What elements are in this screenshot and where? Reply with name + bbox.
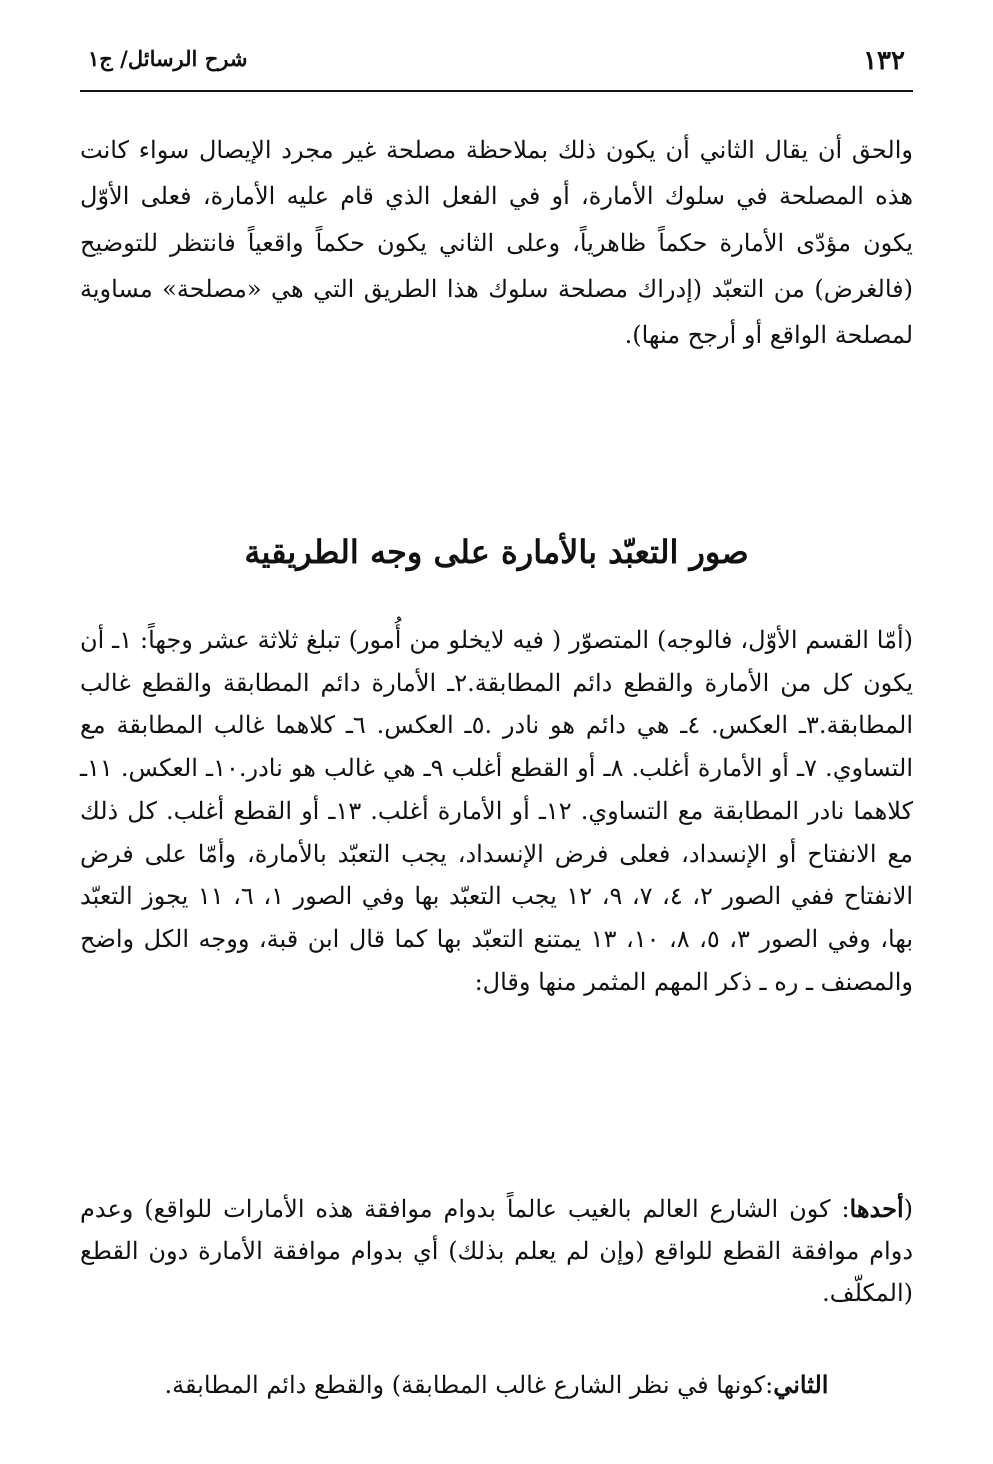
intro-paragraph: والحق أن يقال الثاني أن يكون ذلك بملاحظة مصلحة غير مجرد الإيصال سواء كانت هذه المصلحة في سلوك الأمارة، أو في الفعل الذي قام عليه الأمارة، فعلى الأوّل يكون مؤدّى الأمارة حكماً ظاهرياً، وعلى الثاني يكون حكماً واقعياً فانتظر للتوضيح (فالغرض) من التعبّد (إدراك مصلحة سلوك هذا الطريق التي هي «مصلحة» مساوية لمصلحة الواقع أو أرجح منها).	[80, 136, 913, 350]
header-divider	[80, 90, 913, 92]
page-number: ١٣٢	[863, 46, 905, 76]
second-point-label: الثاني	[773, 1370, 829, 1399]
book-title: شرح الرسائل/ ج١	[88, 46, 248, 71]
running-header	[80, 40, 913, 80]
first-point-text: : كون الشارع العالم بالغيب عالماً بدوام موافقة هذه الأمارات للواقع) وعدم دوام موافقة القطع للواقع (وإن لم يعلم بذلك) أي بدوام موافقة الأمارة دون القطع (المكلّف.	[80, 1195, 914, 1307]
forms-paragraph: (أمّا القسم الأوّل، فالوجه) المتصوّر ( فيه لايخلو من أُمور) تبلغ ثلاثة عشر وجهاً: ١ـ أن يكون كل من الأمارة والقطع دائم المطابقة.٢ـ الأمارة دائم المطابقة والقطع غالب المطابقة.٣ـ العكس. ٤ـ هي دائم هو نادر .٥ـ العكس. ٦ـ كلاهما غالب المطابقة مع التساوي. ٧ـ أو الأمارة أغلب. ٨ـ أو القطع أغلب ٩ـ هي غالب هو نادر.١٠ـ العكس. ١١ـ كلاهما نادر المطابقة مع التساوي. ١٢ـ أو الأمارة أغلب. ١٣ـ أو القطع أغلب. كل ذلك مع الانفتاح أو الإنسداد، فعلى فرض الإنسداد، يجب التعبّد بالأمارة، وأمّا على فرض الانفتاح ففي الصور ٢، ٤، ٧، ٩، ١٢ يجب التعبّد بها وفي الصور ١، ٦، ١١ يجوز التعبّد بها، وفي الصور ٣، ٥، ٨، ١٠، ١٣ يمتنع التعبّد بها كما قال ابن قبة، ووجه الكل واضح والمصنف ـ ره ـ ذكر المهم المثمر منها وقال:	[80, 626, 914, 996]
second-point-text: :كونها في نظر الشارع غالب المطابقة) والقطع دائم المطابقة.	[164, 1371, 774, 1399]
first-point-paragraph: (أحدها: كون الشارع العالم بالغيب عالماً بدوام موافقة هذه الأمارات للواقع) وعدم دوام موافقة القطع للواقع (وإن لم يعلم بذلك) أي بدوام موافقة الأمارة دون القطع (المكلّف.	[80, 1194, 914, 1307]
section-heading: صور التعبّد بالأمارة على وجه الطريقية	[244, 532, 749, 571]
second-point-paragraph	[80, 1364, 913, 1406]
first-point-label: أحدها	[849, 1194, 904, 1223]
